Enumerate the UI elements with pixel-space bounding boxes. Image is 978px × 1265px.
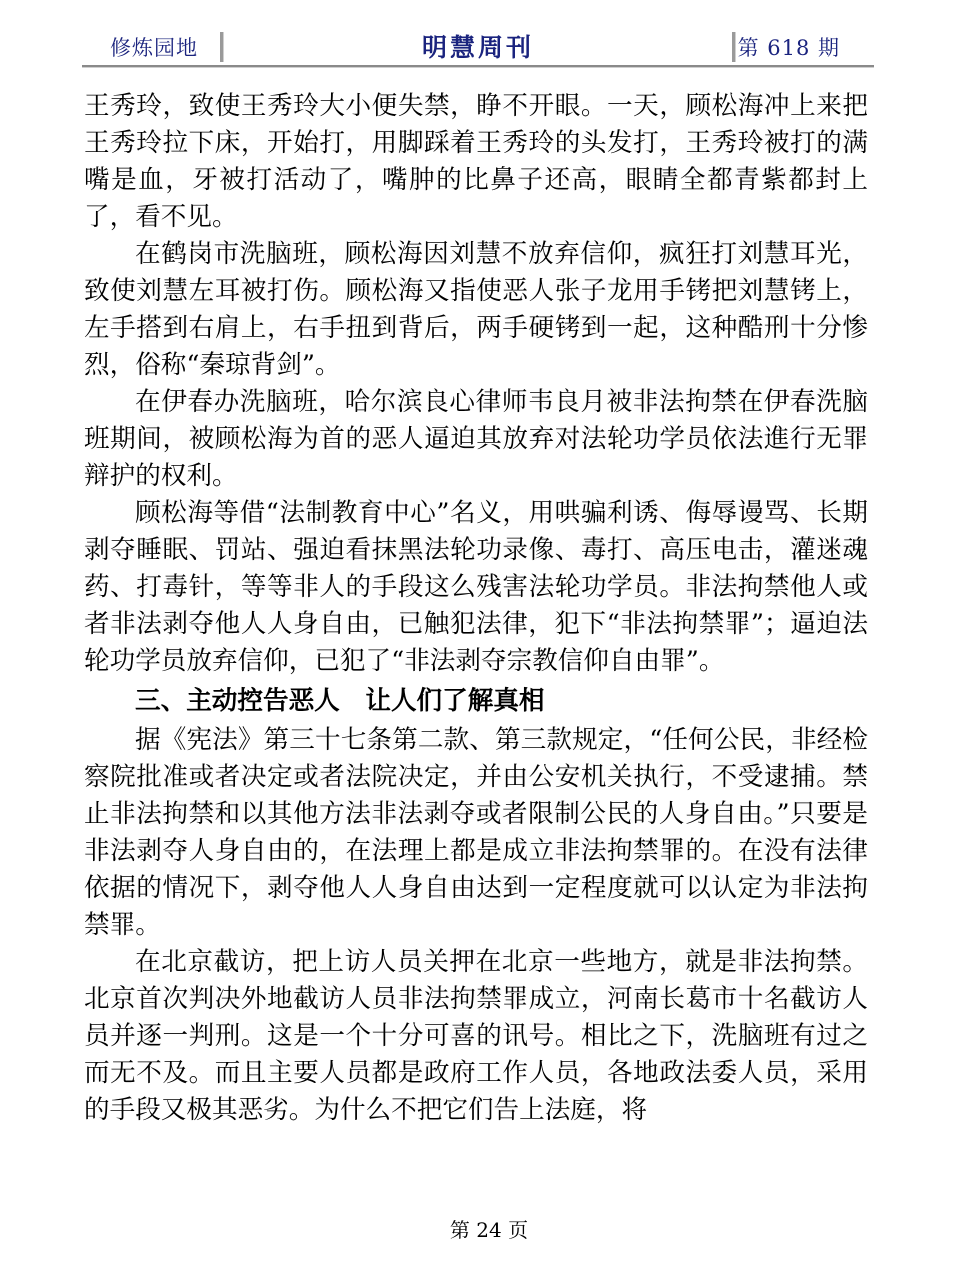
article-body (84, 88, 868, 1129)
page-number: 第 24 页 (449, 1218, 529, 1242)
section-name: 修炼园地 (110, 36, 198, 60)
paragraph: 据《宪法》第三十七条第二款、第三款规定，“任何公民，非经检察院批准或者决定或者法院决定，并由公安机关执行，不受逮捕。禁止非法拘禁和以其他方法非法剥夺或者限制公民的人身自由。”只要是非法剥夺人身自由的，在法理上都是成立非法拘禁罪的。在没有法律依据的情况下，剥夺他人人身自由达到一定程度就可以认定为非法拘禁罪。 (84, 725, 868, 940)
paragraph: 在伊春办洗脑班，哈尔滨良心律师韦良月被非法拘禁在伊春洗脑班期间，被顾松海为首的恶人逼迫其放弃对法轮功学员依法進行无罪辩护的权利。 (84, 387, 868, 491)
paragraph: 在鹤岗市洗脑班，顾松海因刘慧不放弃信仰，疯狂打刘慧耳光，致使刘慧左耳被打伤。顾松海又指使恶人张子龙用手铐把刘慧铐上，左手搭到右肩上，右手扭到背后，两手硬铐到一起，这种酷刑十分惨烈，俗称“秦琼背剑”。 (84, 239, 868, 380)
page-header (82, 26, 874, 70)
paragraph: 顾松海等借“法制教育中心”名义，用哄骗利诱、侮辱谩骂、长期剥夺睡眠、罚站、强迫看抹黑法轮功录像、毒打、高压电击，灌迷魂药、打毒针，等等非人的手段这么残害法轮功学员。非法拘禁他人或者非法剥夺他人人身自由，已触犯法律，犯下“非法拘禁罪”；逼迫法轮功学员放弃信仰，已犯了“非法剥夺宗教信仰自由罪”。 (84, 498, 868, 676)
issue-number: 第 618 期 (737, 36, 840, 60)
header-rule (82, 65, 874, 68)
section-heading: 三、主动控告恶人 让人们了解真相 (135, 686, 545, 716)
paragraph: 在北京截访，把上访人员关押在北京一些地方，就是非法拘禁。北京首次判决外地截访人员非法拘禁罪成立，河南长葛市十名截访人员并逐一判刑。这是一个十分可喜的讯号。相比之下，洗脑班有过之而无不及。而且主要人员都是政府工作人员，各地政法委人员，采用的手段又极其恶劣。为什么不把它们告上法庭，将 (84, 947, 868, 1125)
header-divider-right (732, 32, 736, 62)
publication-title: 明慧周刊 (421, 33, 534, 62)
paragraph-continued: 王秀玲，致使王秀玲大小便失禁，睁不开眼。一天，顾松海冲上来把王秀玲拉下床，开始打，用脚踩着王秀玲的头发打，王秀玲被打的满嘴是血，牙被打活动了，嘴肿的比鼻子还高，眼睛全都青紫都封上了，看不见。 (84, 91, 868, 232)
